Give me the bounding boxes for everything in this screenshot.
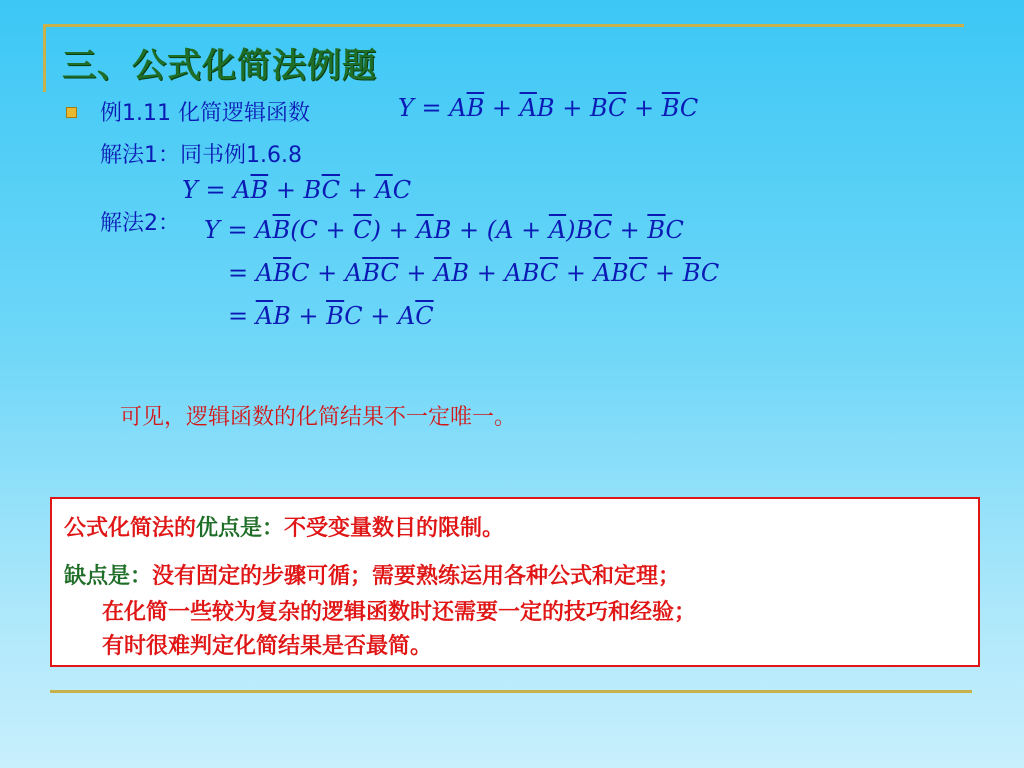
summary-box [50,497,980,667]
advantage-key: 优点是： [196,516,285,541]
solution2-line1: $Y = A\overline{B}(C + \overline{C}) + \overline{A}B + (A + \overline{A})B\overline{C} + \overline{B}C$ [204,216,684,244]
disadvantage-key: 缺点是： [64,564,153,589]
example-label: 例1.11 化简逻辑函数 [100,101,310,126]
solution1-label: 解法1：同书例1.6.8 [100,143,302,168]
example-formula: $Y = A\overline{B} + \overline{A}B + B\overline{C} + \overline{B}C$ [398,94,699,122]
solution2-label: 解法2： [100,211,180,236]
bottom-border [50,690,972,693]
advantage-text: 不受变量数目的限制。 [284,516,505,541]
bullet-icon [66,107,77,118]
solution2-line3: = $\overline{A}B + \overline{B}C + A\overline{C}$ [228,302,434,330]
solution1-formula: $Y = A\overline{B} + B\overline{C} + \overline{A}C$ [182,176,412,204]
left-border [43,24,46,92]
disadvantage-row [64,559,680,590]
disadvantage-line2: 在化简一些较为复杂的逻辑函数时还需要一定的技巧和经验； [102,600,697,625]
advantage-prefix: 公式化简法的 [64,516,197,541]
advantage-row [64,511,504,542]
conclusion-note: 可见，逻辑函数的化简结果不一定唯一。 [120,405,517,430]
disadvantage-line1: 没有固定的步骤可循；需要熟练运用各种公式和定理； [152,564,681,589]
slide-title: 三、公式化简法例题 [62,46,377,86]
solution2-line2: = $A\overline{B}C + A\overline{B}\overline{C} + \overline{A}B + AB\overline{C} + \overline{A}B\overline{C} + \overline{B}C$ [228,259,720,287]
disadvantage-line3: 有时很难判定化简结果是否最简。 [102,634,433,659]
top-border [43,24,964,27]
